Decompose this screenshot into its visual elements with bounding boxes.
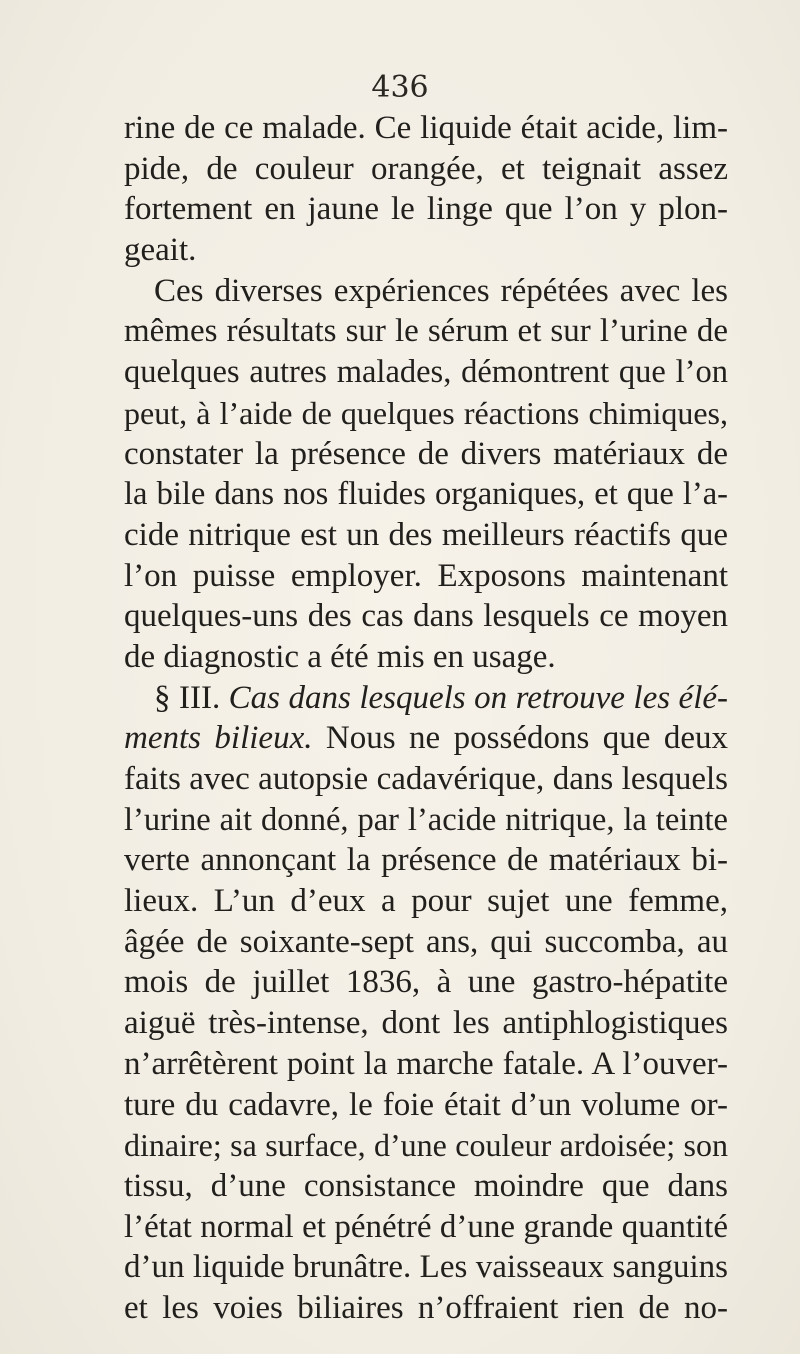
- text-line: et les voies biliaires n’offraient rien de no-: [124, 1289, 728, 1326]
- text-line: faits avec autopsie cadavérique, dans lesquels: [124, 761, 728, 797]
- text-line: l’urine ait donné, par l’acide nitrique, la teinte: [124, 801, 728, 838]
- text-line: fortement en jaune le linge que l’on y plon-: [124, 191, 728, 228]
- text-line: tissu, d’une consistance moindre que dans: [124, 1167, 728, 1204]
- text-line: la bile dans nos fluides organiques, et que l’a-: [124, 476, 728, 513]
- text-line-suffix: Nous ne possédons que deux: [312, 720, 728, 757]
- text-line: constater la présence de divers matériaux de: [124, 435, 728, 472]
- text-line: lieux. L’un d’eux a pour sujet une femme,: [124, 883, 728, 920]
- text-line: ture du cadavre, le foie était d’un volume or-: [124, 1086, 728, 1123]
- text-line: dinaire; sa surface, d’une couleur ardoisée; son: [124, 1127, 728, 1164]
- text-line: l’on puisse employer. Exposons maintenant: [124, 557, 728, 594]
- text-line: peut, à l’aide de quelques réactions chimiques,: [124, 394, 728, 431]
- text-line: âgée de soixante-sept ans, qui succomba, au: [124, 923, 728, 960]
- section-title-italic-cont: ments bilieux.: [124, 720, 313, 757]
- section-heading-line: [124, 678, 728, 719]
- text-line: geait.: [124, 232, 197, 269]
- text-line: Ces diverses expériences répétées avec les: [154, 272, 728, 309]
- text-line: verte annonçant la présence de matériaux bi-: [124, 842, 728, 879]
- text-line: n’arrêtèrent point la marche fatale. A l’ouver-: [124, 1045, 728, 1082]
- text-line: rine de ce malade. Ce liquide était acide, lim-: [124, 110, 728, 146]
- text-line: aiguë très-intense, dont les antiphlogistiques: [124, 1005, 728, 1042]
- text-line: [124, 718, 728, 759]
- text-line: l’état normal et pénétré d’une grande quantité: [124, 1208, 728, 1245]
- body-text: [124, 108, 728, 1329]
- text-line: d’un liquide brunâtre. Les vaisseaux sanguins: [124, 1249, 728, 1286]
- section-title-italic: Cas dans lesquels on retrouve les élé-: [228, 679, 728, 716]
- text-line: cide nitrique est un des meilleurs réactifs que: [124, 516, 728, 553]
- text-line: quelques-uns des cas dans lesquels ce moyen: [124, 598, 728, 635]
- text-line: mois de juillet 1836, à une gastro-hépatite: [124, 964, 728, 1001]
- text-line: de diagnostic a été mis en usage.: [124, 638, 556, 675]
- section-number: § III.: [154, 679, 229, 716]
- text-line: mêmes résultats sur le sérum et sur l’urine de: [124, 313, 728, 350]
- text-line: pide, de couleur orangée, et teignait assez: [124, 150, 728, 187]
- text-line: quelques autres malades, démontrent que l’on: [124, 354, 728, 391]
- page-number: 436: [371, 70, 429, 105]
